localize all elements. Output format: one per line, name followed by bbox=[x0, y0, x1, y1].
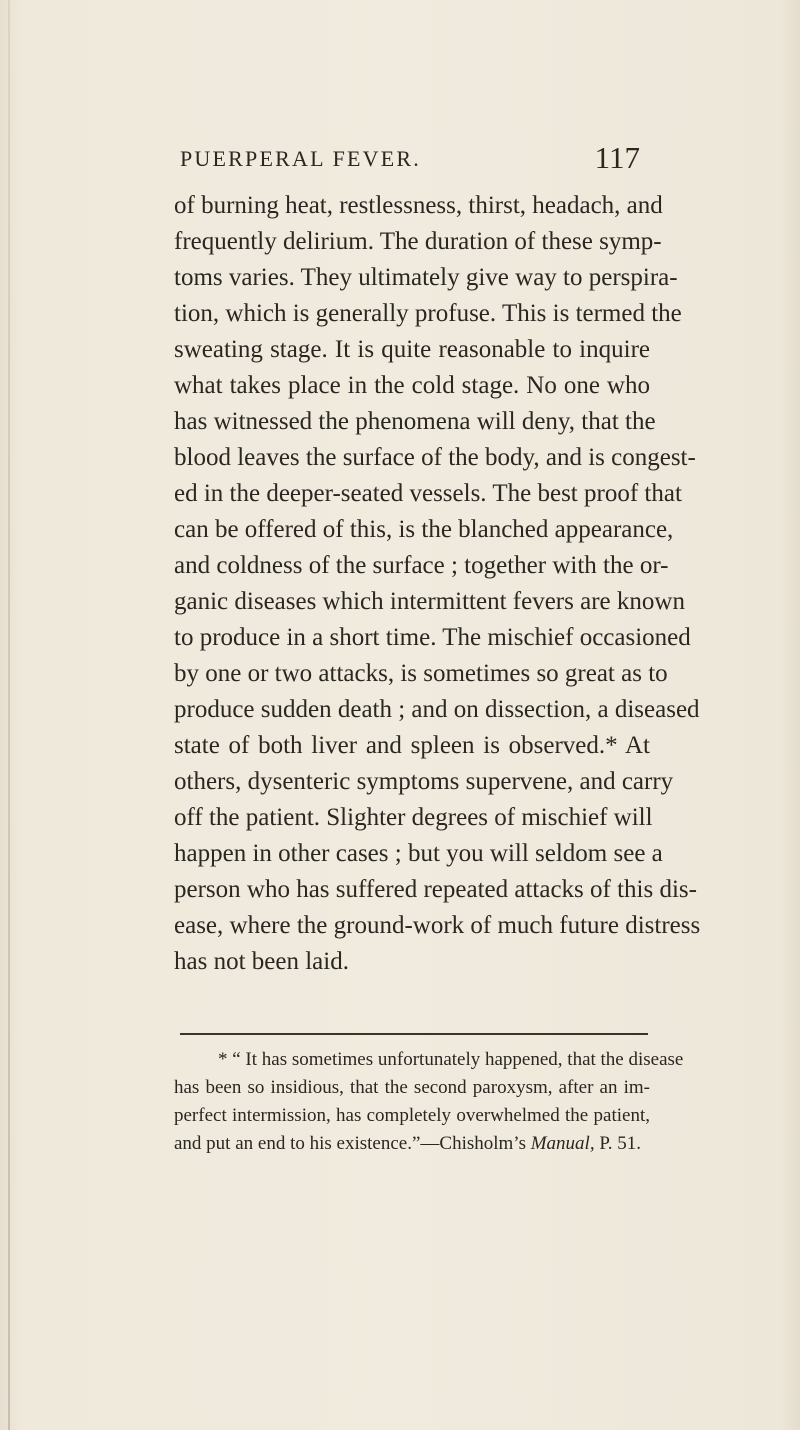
text-line: ganic diseases which intermittent fevers are known bbox=[174, 588, 685, 615]
footnote-separator-rule bbox=[180, 1033, 648, 1035]
text-line: and coldness of the surface ; together with the or- bbox=[174, 552, 669, 579]
body-text bbox=[174, 188, 701, 980]
page-number: 117 bbox=[594, 140, 640, 175]
text-line: has not been laid. bbox=[174, 948, 349, 975]
text-line: can be offered of this, is the blanched appearance, bbox=[174, 516, 674, 543]
footnote-line: has been so insidious, that the second paroxysm, after an im- bbox=[174, 1077, 650, 1098]
text-line: others, dysenteric symptoms supervene, and carry bbox=[174, 768, 674, 795]
page-header bbox=[180, 140, 640, 180]
text-line: ed in the deeper-seated vessels. The best proof that bbox=[174, 480, 682, 507]
text-line: tion, which is generally profuse. This is termed the bbox=[174, 300, 682, 327]
text-line: what takes place in the cold stage. No one who bbox=[174, 372, 650, 399]
text-line: by one or two attacks, is sometimes so great as to bbox=[174, 660, 668, 687]
text-line: produce sudden death ; and on dissection, a diseased bbox=[174, 696, 700, 723]
text-line: sweating stage. It is quite reasonable to inquire bbox=[174, 336, 650, 363]
footnote-text: and put an end to his existence.”—Chisholm’s bbox=[174, 1133, 531, 1154]
text-line: to produce in a short time. The mischief occasioned bbox=[174, 624, 691, 651]
footnote bbox=[174, 1046, 684, 1158]
footnote-title-italic: Manual, bbox=[530, 1133, 595, 1154]
text-line: ease, where the ground-work of much future distress bbox=[174, 912, 701, 939]
text-line: person who has suffered repeated attacks of this dis- bbox=[174, 876, 697, 903]
text-line: toms varies. They ultimately give way to perspira- bbox=[174, 264, 678, 291]
binding-gutter-shadow bbox=[8, 0, 10, 1430]
text-line: state of both liver and spleen is observed.* At bbox=[174, 732, 650, 759]
text-line: happen in other cases ; but you will seldom see a bbox=[174, 840, 663, 867]
footnote-line: * “ It has sometimes unfortunately happened, that the disease bbox=[218, 1049, 684, 1070]
footnote-line: perfect intermission, has completely overwhelmed the patient, bbox=[174, 1105, 650, 1126]
footnote-line bbox=[174, 1130, 650, 1158]
text-line: frequently delirium. The duration of these symp- bbox=[174, 228, 662, 255]
text-line: blood leaves the surface of the body, and is congest- bbox=[174, 444, 696, 471]
footnote-citation: P. 51. bbox=[594, 1133, 642, 1154]
text-line: off the patient. Slighter degrees of mischief will bbox=[174, 804, 653, 831]
text-line: of burning heat, restlessness, thirst, headach, and bbox=[174, 192, 663, 219]
text-line: has witnessed the phenomena will deny, that the bbox=[174, 408, 656, 435]
running-head: PUERPERAL FEVER. bbox=[180, 146, 421, 171]
